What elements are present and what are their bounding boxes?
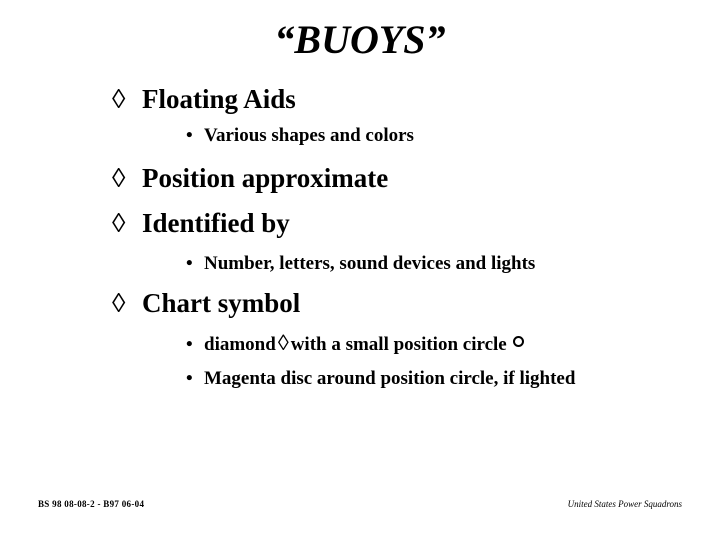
slide-title: “BUOYS”: [274, 17, 446, 62]
sub-bullet-shapes-colors: [186, 124, 414, 148]
bullet-identified-by: [112, 206, 290, 240]
diamond-bullet-icon: ◊: [112, 288, 126, 318]
footer-organization: United States Power Squadrons: [567, 499, 682, 509]
position-circle-icon: [513, 336, 524, 347]
diamond-bullet-icon: ◊: [112, 208, 126, 238]
bullet-position-approximate: [112, 161, 388, 195]
diamond-symbol-icon: ◊: [277, 330, 289, 355]
sub-bullet-text: Various shapes and colors: [204, 125, 414, 146]
dot-bullet-icon: •: [186, 334, 193, 355]
sub-bullet-text-after: with a small position circle: [290, 334, 507, 355]
bullet-text: Position approximate: [142, 163, 389, 193]
dot-bullet-icon: •: [186, 253, 193, 274]
sub-bullet-text-before: diamond: [204, 334, 276, 355]
sub-bullet-magenta-disc: [186, 367, 575, 391]
sub-bullet-text: Number, letters, sound devices and lights: [204, 253, 536, 274]
bullet-chart-symbol: [112, 286, 300, 320]
diamond-bullet-icon: ◊: [112, 163, 126, 193]
sub-bullet-diamond-symbol: [186, 331, 524, 357]
sub-bullet-text: Magenta disc around position circle, if lighted: [204, 368, 576, 389]
bullet-text: Identified by: [142, 208, 290, 238]
bullet-floating-aids: [112, 82, 296, 116]
diamond-bullet-icon: ◊: [112, 84, 126, 114]
bullet-text: Floating Aids: [142, 84, 296, 114]
sub-bullet-identification: [186, 252, 535, 276]
bullet-text: Chart symbol: [142, 288, 301, 318]
dot-bullet-icon: •: [186, 125, 193, 146]
footer-code: BS 98 08-08-2 - B97 06-04: [38, 499, 145, 509]
dot-bullet-icon: •: [186, 368, 193, 389]
